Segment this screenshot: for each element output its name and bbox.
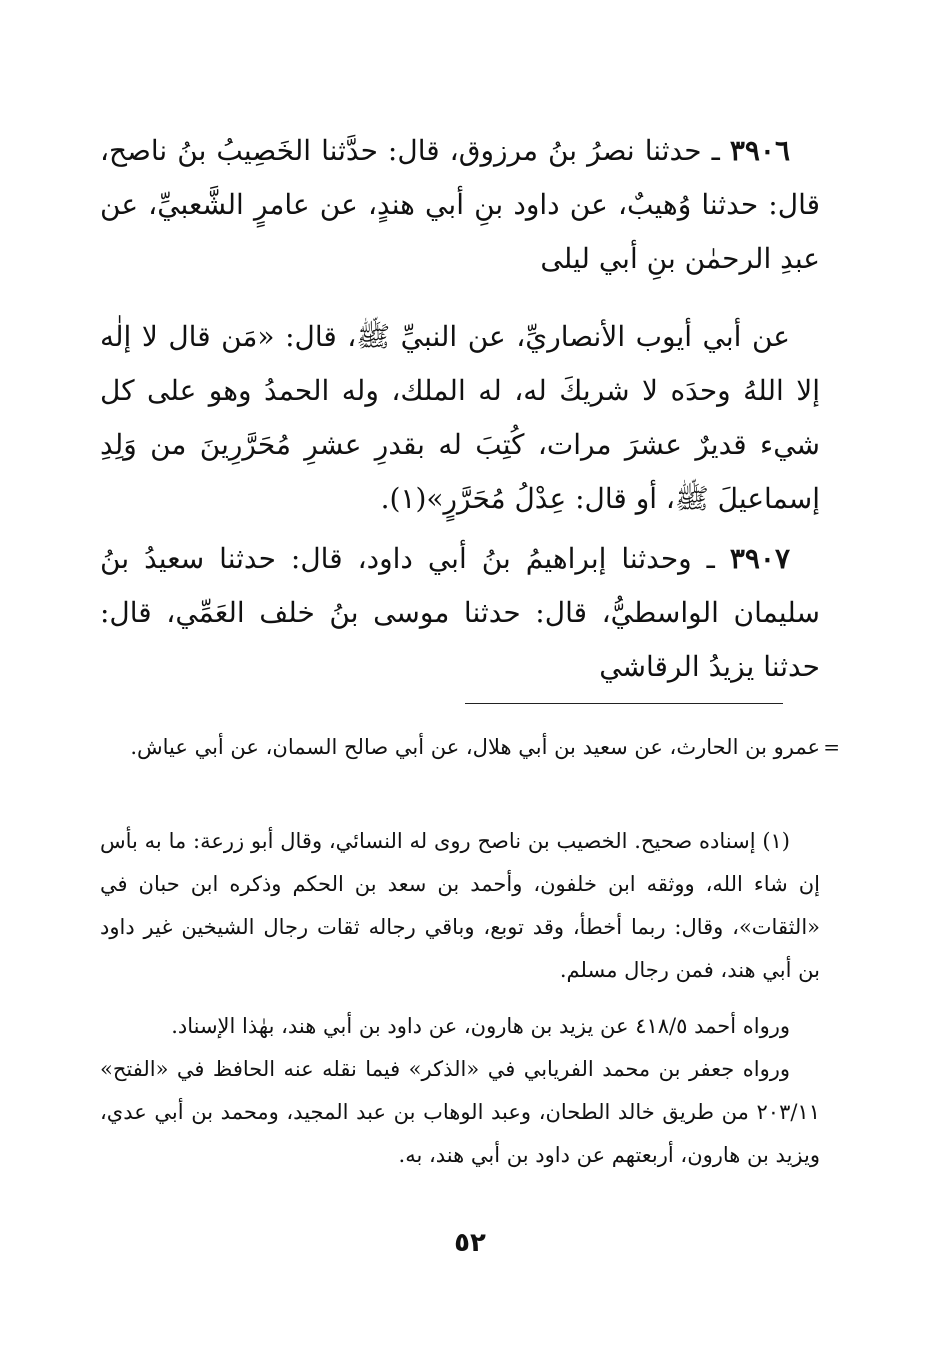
continuation-mark: = — [823, 735, 840, 759]
hadith-number: ٣٩٠٧ — [729, 542, 790, 575]
hadith-number: ٣٩٠٦ — [729, 134, 790, 167]
page-number: ٥٢ — [454, 1228, 486, 1258]
hadith-3907-isnad — [100, 532, 820, 694]
footnote-1-paragraph-3: ورواه جعفر بن محمد الفريابي في «الذكر» فيما نقله عنه الحافظ في «الفتح» ٢٠٣/١١ من طريق خالد الطحان، وعبد الوهاب بن عبد المجيد، ومحمد بن أبي عدي، ويزيد بن هارون، أربعتهم عن داود بن أبي هند، به. — [100, 1057, 820, 1167]
footnote-1-paragraph-2: ورواه أحمد ٤١٨/٥ عن يزيد بن هارون، عن داود بن أبي هند، بهٰذا الإسناد. — [171, 1014, 790, 1038]
continuation-text: عمرو بن الحارث، عن سعيد بن أبي هلال، عن أبي صالح السمان، عن أبي عياش. — [130, 735, 820, 759]
hadith-3906-matn: عن أبي أيوب الأنصاريِّ، عن النبيِّ ﷺ، قال: «مَن قال لا إلٰه إلا اللهُ وحدَه لا شريكَ له، له الملك، وله الحمدُ وهو على كل شيء قديرٌ عشرَ مرات، كُتِبَ له بقدرِ عشرِ مُحَرَّرِينَ من وَلِدِ إسماعيلَ ﷺ، أو قال: عِدْلُ مُحَرَّرٍ»(١). — [100, 320, 820, 515]
footnote-separator — [465, 703, 783, 704]
hadith-3906-isnad — [100, 124, 820, 286]
footnote-continuation — [100, 726, 840, 769]
footnote-1-paragraph-1: (١) إسناده صحيح. الخصيب بن ناصح روى له النسائي، وقال أبو زرعة: ما به بأس إن شاء الله، ووثقه ابن خلفون، وأحمد بن سعد بن الحكم وذكره ابن حبان في «الثقات»، وقال: ربما أخطأ، وقد توبع، وباقي رجاله ثقات رجال الشيخين غير داود بن أبي هند، فمن رجال مسلم. — [100, 829, 820, 982]
isnad-text: ـ وحدثنا إبراهيمُ بنُ أبي داود، قال: حدثنا سعيدُ بنُ سليمان الواسطيُّ، قال: حدثنا موسى بنُ خلف العَمِّي، قال: حدثنا يزيدُ الرقاشي — [100, 542, 820, 683]
isnad-text: ـ حدثنا نصرُ بنُ مرزوق، قال: حدَّثنا الخَصِيبُ بنُ ناصح، قال: حدثنا وُهيبٌ، عن داود بنِ أبي هندٍ، عن عامرٍ الشَّعبيِّ، عن عبدِ الرحمٰن بنِ أبي ليلى — [100, 134, 820, 275]
